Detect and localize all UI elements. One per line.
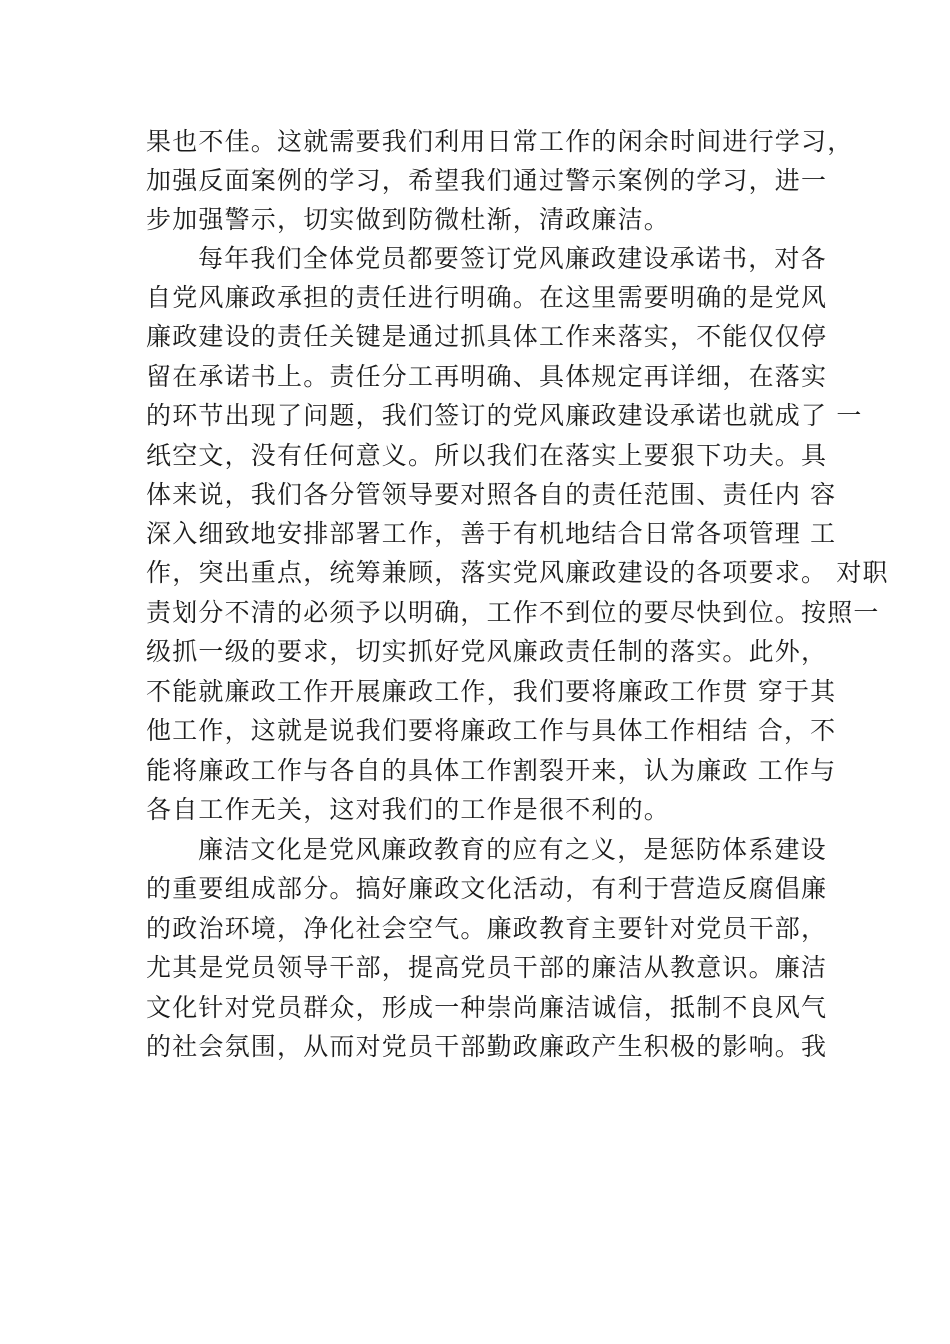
text-line: 他工作，这就是说我们要将廉政工作与具体工作相结 合，不: [146, 716, 837, 745]
text-line: 各自工作无关，这对我们的工作是很不利的。: [146, 795, 671, 824]
text-line: 的社会氛围，从而对党员干部勤政廉政产生积极的影响。我: [146, 1032, 828, 1061]
text-line: 留在承诺书上。责任分工再明确、具体规定再详细，在落实: [146, 362, 828, 391]
text-line: 果也不佳。这就需要我们利用日常工作的闲余时间进行学习，: [146, 127, 854, 156]
text-line: 级抓一级的要求，切实抓好党风廉政责任制的落实。此外，: [146, 637, 828, 666]
text-line: 责划分不清的必须予以明确，工作不到位的要尽快到位。按照一: [146, 598, 880, 627]
paragraph-first-line: 每年我们全体党员都要签订党风廉政建设承诺书，对各: [198, 244, 827, 273]
text-line: 能将廉政工作与各自的具体工作割裂开来，认为廉政 工作与: [146, 756, 837, 785]
text-line: 深入细致地安排部署工作，善于有机地结合日常各项管理 工: [146, 519, 837, 548]
text-line: 加强反面案例的学习，希望我们通过警示案例的学习，进一: [146, 166, 828, 195]
text-line: 的环节出现了问题，我们签订的党风廉政建设承诺也就成了 一: [146, 401, 863, 430]
text-line: 步加强警示，切实做到防微杜渐，清政廉洁。: [146, 205, 671, 234]
text-line: 的重要组成部分。搞好廉政文化活动，有利于营造反腐倡廉: [146, 874, 828, 903]
paragraph-first-line: 廉洁文化是党风廉政教育的应有之义，是惩防体系建设: [198, 835, 827, 864]
text-line: 不能就廉政工作开展廉政工作，我们要将廉政工作贯 穿于其: [146, 677, 837, 706]
text-line: 体来说，我们各分管领导要对照各自的责任范围、责任内 容: [146, 480, 837, 509]
text-line: 纸空文，没有任何意义。所以我们在落实上要狠下功夫。具: [146, 441, 828, 470]
text-line: 文化针对党员群众，形成一种崇尚廉洁诚信，抵制不良风气: [146, 993, 828, 1022]
text-line: 自党风廉政承担的责任进行明确。在这里需要明确的是党风: [146, 283, 828, 312]
text-line: 尤其是党员领导干部，提高党员干部的廉洁从教意识。廉洁: [146, 953, 828, 982]
text-line: 作，突出重点，统筹兼顾，落实党风廉政建设的各项要求。 对职: [146, 558, 889, 587]
text-line: 廉政建设的责任关键是通过抓具体工作来落实，不能仅仅停: [146, 322, 828, 351]
text-line: 的政治环境，净化社会空气。廉政教育主要针对党员干部，: [146, 914, 828, 943]
